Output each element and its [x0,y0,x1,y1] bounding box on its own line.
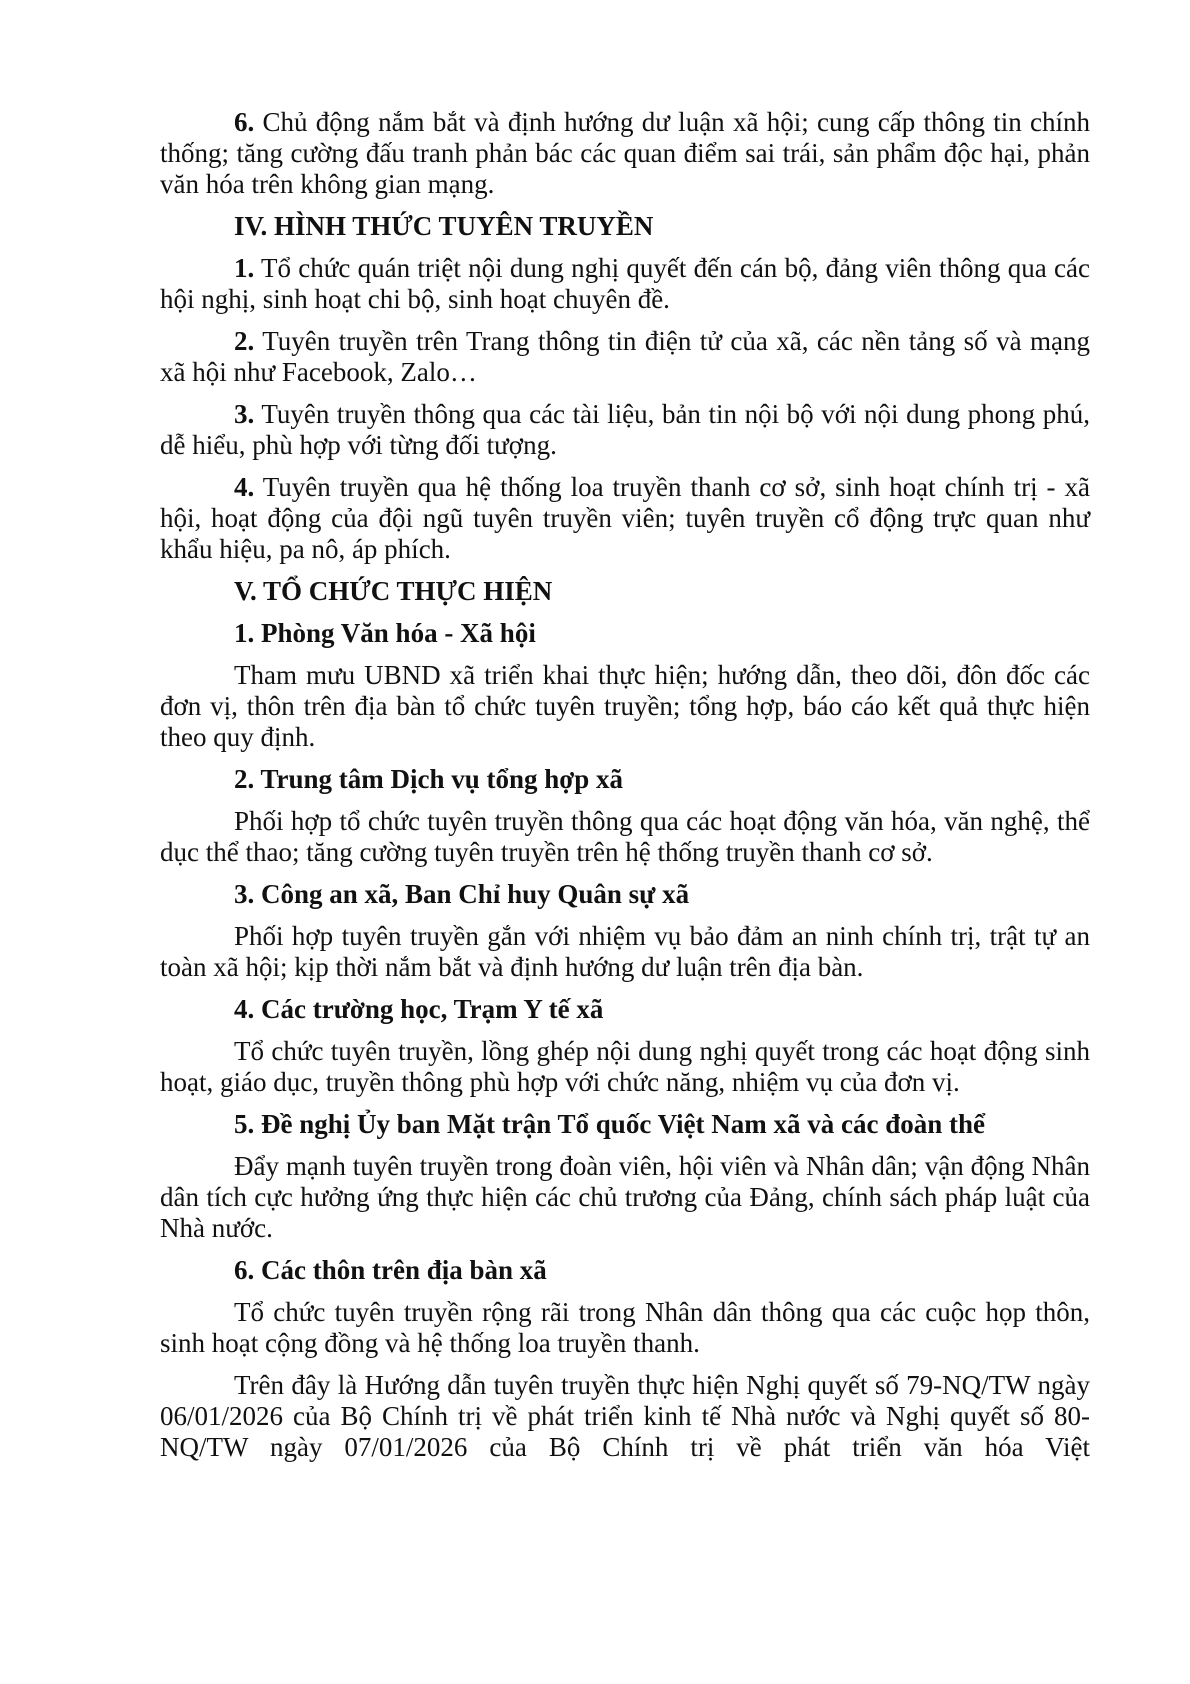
paragraph-item-1 [160,253,1090,315]
paragraph-text: Phối hợp tuyên truyền gắn với nhiệm vụ bảo đảm an ninh chính trị, trật tự an toàn xã hội; kịp thời nắm bắt và định hướng dư luận trên địa bàn. [160,921,1090,982]
item-number: 3. [234,399,255,429]
paragraph-text: Tuyên truyền trên Trang thông tin điện tử của xã, các nền tảng số và mạng xã hội như Facebook, Zalo… [160,326,1090,387]
item-number: 1. [234,253,255,283]
subheading-4: 4. Các trường học, Trạm Y tế xã [234,994,604,1024]
subheading-5: 5. Đề nghị Ủy ban Mặt trận Tổ quốc Việt Nam xã và các đoàn thể [234,1109,986,1139]
paragraph-text: Tuyên truyền thông qua các tài liệu, bản tin nội bộ với nội dung phong phú, dễ hiểu, phù hợp với từng đối tượng. [160,399,1090,460]
subheading-6: 6. Các thôn trên địa bàn xã [234,1255,547,1285]
subheading-1: 1. Phòng Văn hóa - Xã hội [234,618,536,648]
item-number: 2. [234,326,255,356]
document-page [160,107,1090,1474]
section-heading-v: V. TỔ CHỨC THỰC HIỆN [234,576,553,606]
paragraph-text: Chủ động nắm bắt và định hướng dư luận xã hội; cung cấp thông tin chính thống; tăng cường đấu tranh phản bác các quan điểm sai trái, sản phẩm độc hại, phản văn hóa trên không gian mạng. [160,107,1090,199]
closing-paragraph: Trên đây là Hướng dẫn tuyên truyền thực hiện Nghị quyết số 79-NQ/TW ngày 06/01/2026 của Bộ Chính trị về phát triển kinh tế Nhà nước và Nghị quyết số 80-NQ/TW ngày 07/01/2026 của Bộ Chính trị về phát triển văn hóa Việt [160,1370,1090,1462]
paragraph-text: Tổ chức tuyên truyền rộng rãi trong Nhân dân thông qua các cuộc họp thôn, sinh hoạt cộng đồng và hệ thống loa truyền thanh. [160,1297,1090,1358]
subheading-3: 3. Công an xã, Ban Chỉ huy Quân sự xã [234,879,690,909]
paragraph-text: Tham mưu UBND xã triển khai thực hiện; hướng dẫn, theo dõi, đôn đốc các đơn vị, thôn trên địa bàn tổ chức tuyên truyền; tổng hợp, báo cáo kết quả thực hiện theo quy định. [160,660,1090,752]
paragraph-item-4 [160,472,1090,565]
paragraph-item-2 [160,326,1090,388]
paragraph-text: Tuyên truyền qua hệ thống loa truyền thanh cơ sở, sinh hoạt chính trị - xã hội, hoạt động của đội ngũ tuyên truyền viên; tuyên truyền cổ động trực quan như khẩu hiệu, pa nô, áp phích. [160,472,1090,564]
section-heading-iv: IV. HÌNH THỨC TUYÊN TRUYỀN [234,211,654,241]
paragraph-text: Tổ chức quán triệt nội dung nghị quyết đến cán bộ, đảng viên thông qua các hội nghị, sinh hoạt chi bộ, sinh hoạt chuyên đề. [160,253,1090,314]
paragraph-item-6 [160,107,1090,200]
subheading-2: 2. Trung tâm Dịch vụ tổng hợp xã [234,764,624,794]
paragraph-text: Phối hợp tổ chức tuyên truyền thông qua các hoạt động văn hóa, văn nghệ, thể dục thể thao; tăng cường tuyên truyền trên hệ thống truyền thanh cơ sở. [160,806,1090,867]
paragraph-text: Tổ chức tuyên truyền, lồng ghép nội dung nghị quyết trong các hoạt động sinh hoạt, giáo dục, truyền thông phù hợp với chức năng, nhiệm vụ của đơn vị. [160,1036,1090,1097]
item-number: 6. [234,107,255,137]
paragraph-text: Đẩy mạnh tuyên truyền trong đoàn viên, hội viên và Nhân dân; vận động Nhân dân tích cực hưởng ứng thực hiện các chủ trương của Đảng, chính sách pháp luật của Nhà nước. [160,1151,1090,1243]
paragraph-item-3 [160,399,1090,461]
item-number: 4. [234,472,255,502]
